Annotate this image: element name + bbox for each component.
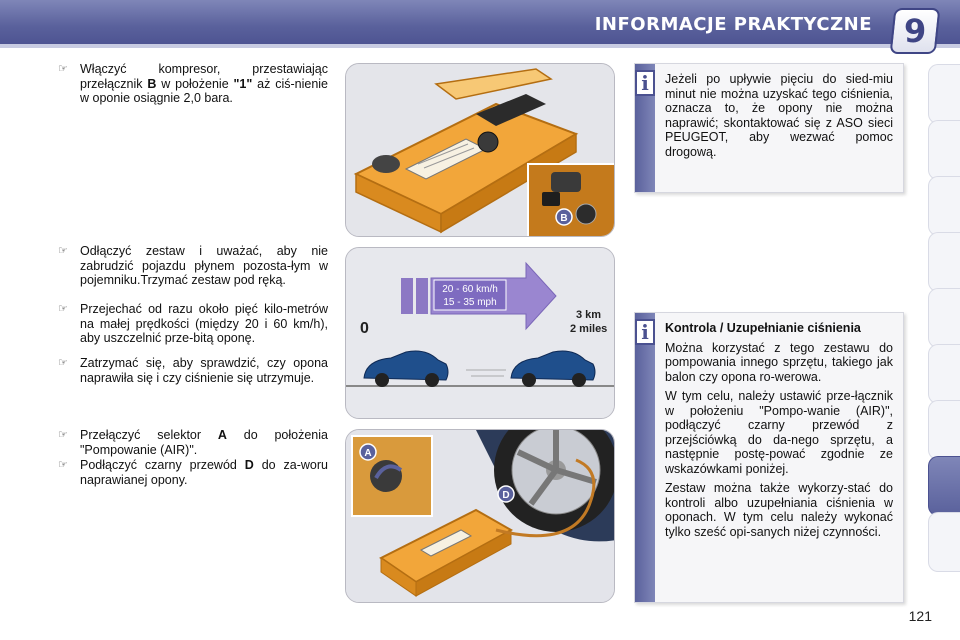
step-check — [58, 356, 328, 385]
distance-start-label: 0 — [360, 320, 369, 337]
info-icon: i — [635, 70, 655, 96]
page-header — [0, 0, 960, 48]
info-box-bar — [635, 64, 655, 192]
info-paragraph: Można korzystać z tego zestawu do pompowania innego sprzętu, takiego jak balon czy opona ro-werowa. — [665, 340, 893, 384]
info-box-title: Kontrola / Uzupełnianie ciśnienia — [665, 321, 861, 335]
step-text: Odłączyć zestaw i uważać, aby nie zabrudzić pojazdu płynem pozosta-łym w pojemniku.Trzymać zestaw pod ręką. — [80, 244, 328, 287]
header-stripe — [0, 44, 960, 48]
step-text: Przejechać od razu około pięć kilo-metrów na małej prędkości (między 20 i 60 km/h), aby uszczelnić prze-bitą oponę. — [80, 302, 328, 345]
pointing-hand-icon: ☞ — [58, 303, 68, 315]
info-paragraph: W tym celu, należy ustawić prze-łącznik w położeniu "Pompo-wanie (AIR)", podłączyć czarny przewód z przejściówką do da-nego sprzętu, a następnie postę-pować zgodnie ze wskazówkami poniżej. — [665, 389, 893, 476]
distance-miles-label: 2 miles — [570, 323, 608, 335]
info-paragraph: Zestaw można także wykorzy-stać do kontroli albo uzupełniania ciśnienia w oponach. W tym celu należy wykonać tylko sześć opi-sanych niżej czynności. — [665, 481, 893, 539]
page-number: 121 — [908, 608, 932, 624]
info-box-text — [635, 313, 903, 552]
info-box-bar — [635, 313, 655, 602]
pointing-hand-icon: ☞ — [58, 63, 68, 75]
chapter-tab[interactable] — [928, 120, 960, 180]
drive-distance-illustration — [346, 248, 615, 419]
distance-km-label: 3 km — [576, 309, 602, 321]
chapter-tab-active[interactable] — [928, 456, 960, 516]
step-text: Przełączyć selektor A do położenia "Pompowanie (AIR)". — [80, 428, 328, 457]
selector-hose-illustration — [346, 430, 615, 603]
marker-a-label: A — [364, 448, 372, 459]
chapter-tab[interactable] — [928, 400, 960, 460]
marker-b-label: B — [560, 213, 568, 224]
step-text: Zatrzymać się, aby sprawdzić, czy opona naprawiła się i czy ciśnienie się utrzymuje. — [80, 356, 328, 385]
chapter-tab[interactable] — [928, 176, 960, 236]
info-paragraph: Jeżeli po upływie pięciu do sied-miu minut nie można uzyskać tego ciśnienia, oznacza to, że opony nie można naprawić; skontaktować się z ASO sieci PEUGEOT, aby wezwać pomoc drogową. — [665, 72, 893, 159]
pointing-hand-icon: ☞ — [58, 429, 68, 441]
step-selector — [58, 428, 328, 457]
info-box-text — [635, 64, 903, 172]
figure-compressor-switch — [345, 63, 615, 237]
chapter-tabs — [926, 64, 960, 576]
chapter-tab[interactable] — [928, 232, 960, 292]
chapter-tab[interactable] — [928, 64, 960, 124]
speed-mph-label: 15 - 35 mph — [443, 297, 497, 308]
step-drive — [58, 302, 328, 346]
chapter-tab[interactable] — [928, 512, 960, 572]
pointing-hand-icon: ☞ — [58, 459, 68, 471]
step-disconnect — [58, 244, 328, 288]
step-text: Włączyć kompresor, przestawiając przełącznik B w położenie "1" aż ciś-nienie w oponie osiągnie 2,0 bara. — [80, 62, 329, 105]
compressor-kit-illustration — [346, 64, 615, 237]
marker-d-label: D — [502, 490, 510, 501]
chapter-number-badge — [890, 8, 941, 54]
chapter-number: 9 — [903, 12, 927, 50]
pointing-hand-icon: ☞ — [58, 245, 68, 257]
chapter-tab[interactable] — [928, 344, 960, 404]
figure-drive-distance — [345, 247, 615, 419]
figure-selector-hose — [345, 429, 615, 603]
chapter-title: INFORMACJE PRAKTYCZNE — [594, 14, 872, 35]
step-inflate — [58, 62, 328, 106]
info-box-repair-failed — [634, 63, 904, 193]
speed-kmh-label: 20 - 60 km/h — [442, 284, 498, 295]
pointing-hand-icon: ☞ — [58, 357, 68, 369]
step-connect-hose — [58, 458, 328, 487]
info-box-pressure-check — [634, 312, 904, 603]
step-text: Podłączyć czarny przewód D do za-woru naprawianej opony. — [80, 458, 329, 487]
chapter-tab[interactable] — [928, 288, 960, 348]
info-icon: i — [635, 319, 655, 345]
